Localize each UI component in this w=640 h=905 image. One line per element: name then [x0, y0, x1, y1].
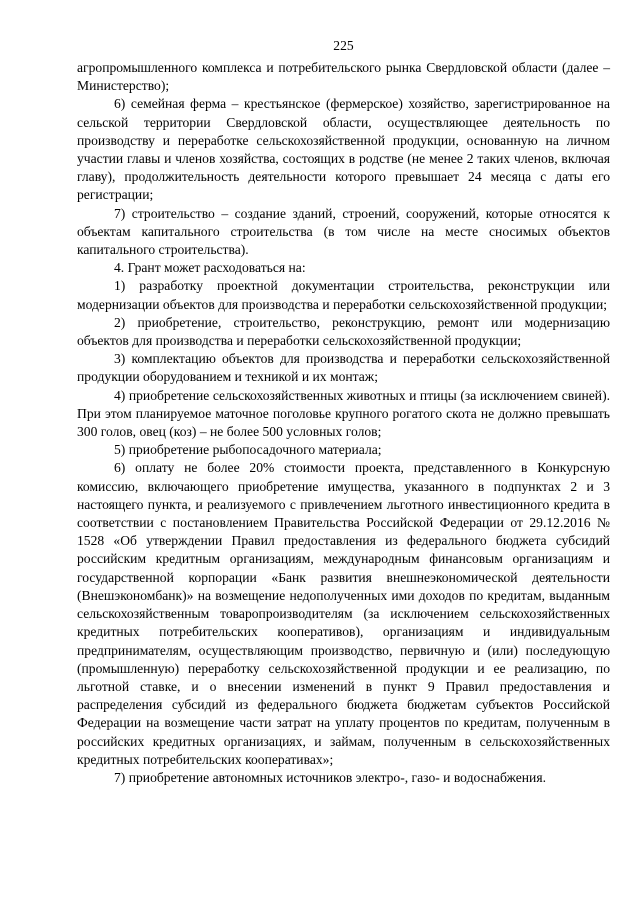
paragraph-construction-definition: 7) строительство – создание зданий, строений, сооружений, которые относятся к объектам капитального строительства (в том числе на месте сносимых объектов капитального строительства). [77, 205, 610, 258]
page-number: 225 [333, 38, 354, 53]
paragraph-ministry-definition: агропромышленного комплекса и потребительского рынка Свердловской области (далее – Министерство); [77, 60, 610, 94]
list-item-equipment: 3) комплектацию объектов для производства и переработки сельскохозяйственной продукции оборудованием и техникой и их монтаж; [77, 351, 610, 385]
list-item-design-documentation: 1) разработку проектной документации строительства, реконструкции или модернизации объектов для производства и переработки сельскохозяйственной продукции; [77, 278, 610, 312]
document-page [77, 0, 610, 787]
list-item-fish-stock: 5) приобретение рыбопосадочного материала; [114, 442, 382, 458]
list-item-autonomous-supply: 7) приобретение автономных источников электро-, газо- и водоснабжения. [114, 769, 546, 785]
paragraph-grant-spending-intro: 4. Грант может расходоваться на: [114, 260, 306, 276]
list-item-livestock: 4) приобретение сельскохозяйственных животных и птицы (за исключением свиней). При этом планируемое маточное поголовье крупного рогатого скота не должно превышать 300 голов, овец (коз) – не более 500 условных голов; [77, 387, 610, 440]
list-item-project-cost-payment: 6) оплату не более 20% стоимости проекта, представленного в Конкурсную комиссию, включающего приобретение имущества, указанного в подпунктах 2 и 3 настоящего пункта, и реализуемого с привлечением льготного инвестиционного кредита в соответствии с постановлением Правительства Российской Федерации от 29.12.2016 № 1528 «Об утверждении Правил предоставления из федерального бюджета субсидий российским кредитным организациям, международным финансовым организациям и государственной корпорации «Банк развития внешнеэкономической деятельности (Внешэкономбанк)» на возмещение недополученных ими доходов по кредитам, выданным сельскохозяйственным товаропроизводителям (за исключением сельскохозяйственных кредитных потребительских кооперативов), организациям и индивидуальным предпринимателям, осуществляющим производство, первичную и (или) последующую (промышленную) переработку сельскохозяйственной продукции и ее реализацию, по льготной ставке, и о внесении изменений в пункт 9 Правил предоставления и распределения субсидий из федерального бюджета бюджетам субъектов Российской Федерации на возмещение части затрат на уплату процентов по кредитам, полученным в российских кредитных организациях, и займам, полученным в сельскохозяйственных кредитных потребительских кооперативах»; [77, 460, 610, 767]
document-body [77, 59, 610, 787]
paragraph-family-farm-definition: 6) семейная ферма – крестьянское (фермерское) хозяйство, зарегистрированное на сельской территории Свердловской области, осуществляющее деятельность по производству и переработке сельскохозяйственной продукции, основанную на личном участии главы и членов хозяйства, состоящих в родстве (не менее 2 таких членов, включая главу), продолжительность деятельности которого превышает 24 месяца с даты его регистрации; [77, 96, 610, 203]
list-item-acquisition-construction: 2) приобретение, строительство, реконструкцию, ремонт или модернизацию объектов для производства и переработки сельскохозяйственной продукции; [77, 314, 610, 349]
